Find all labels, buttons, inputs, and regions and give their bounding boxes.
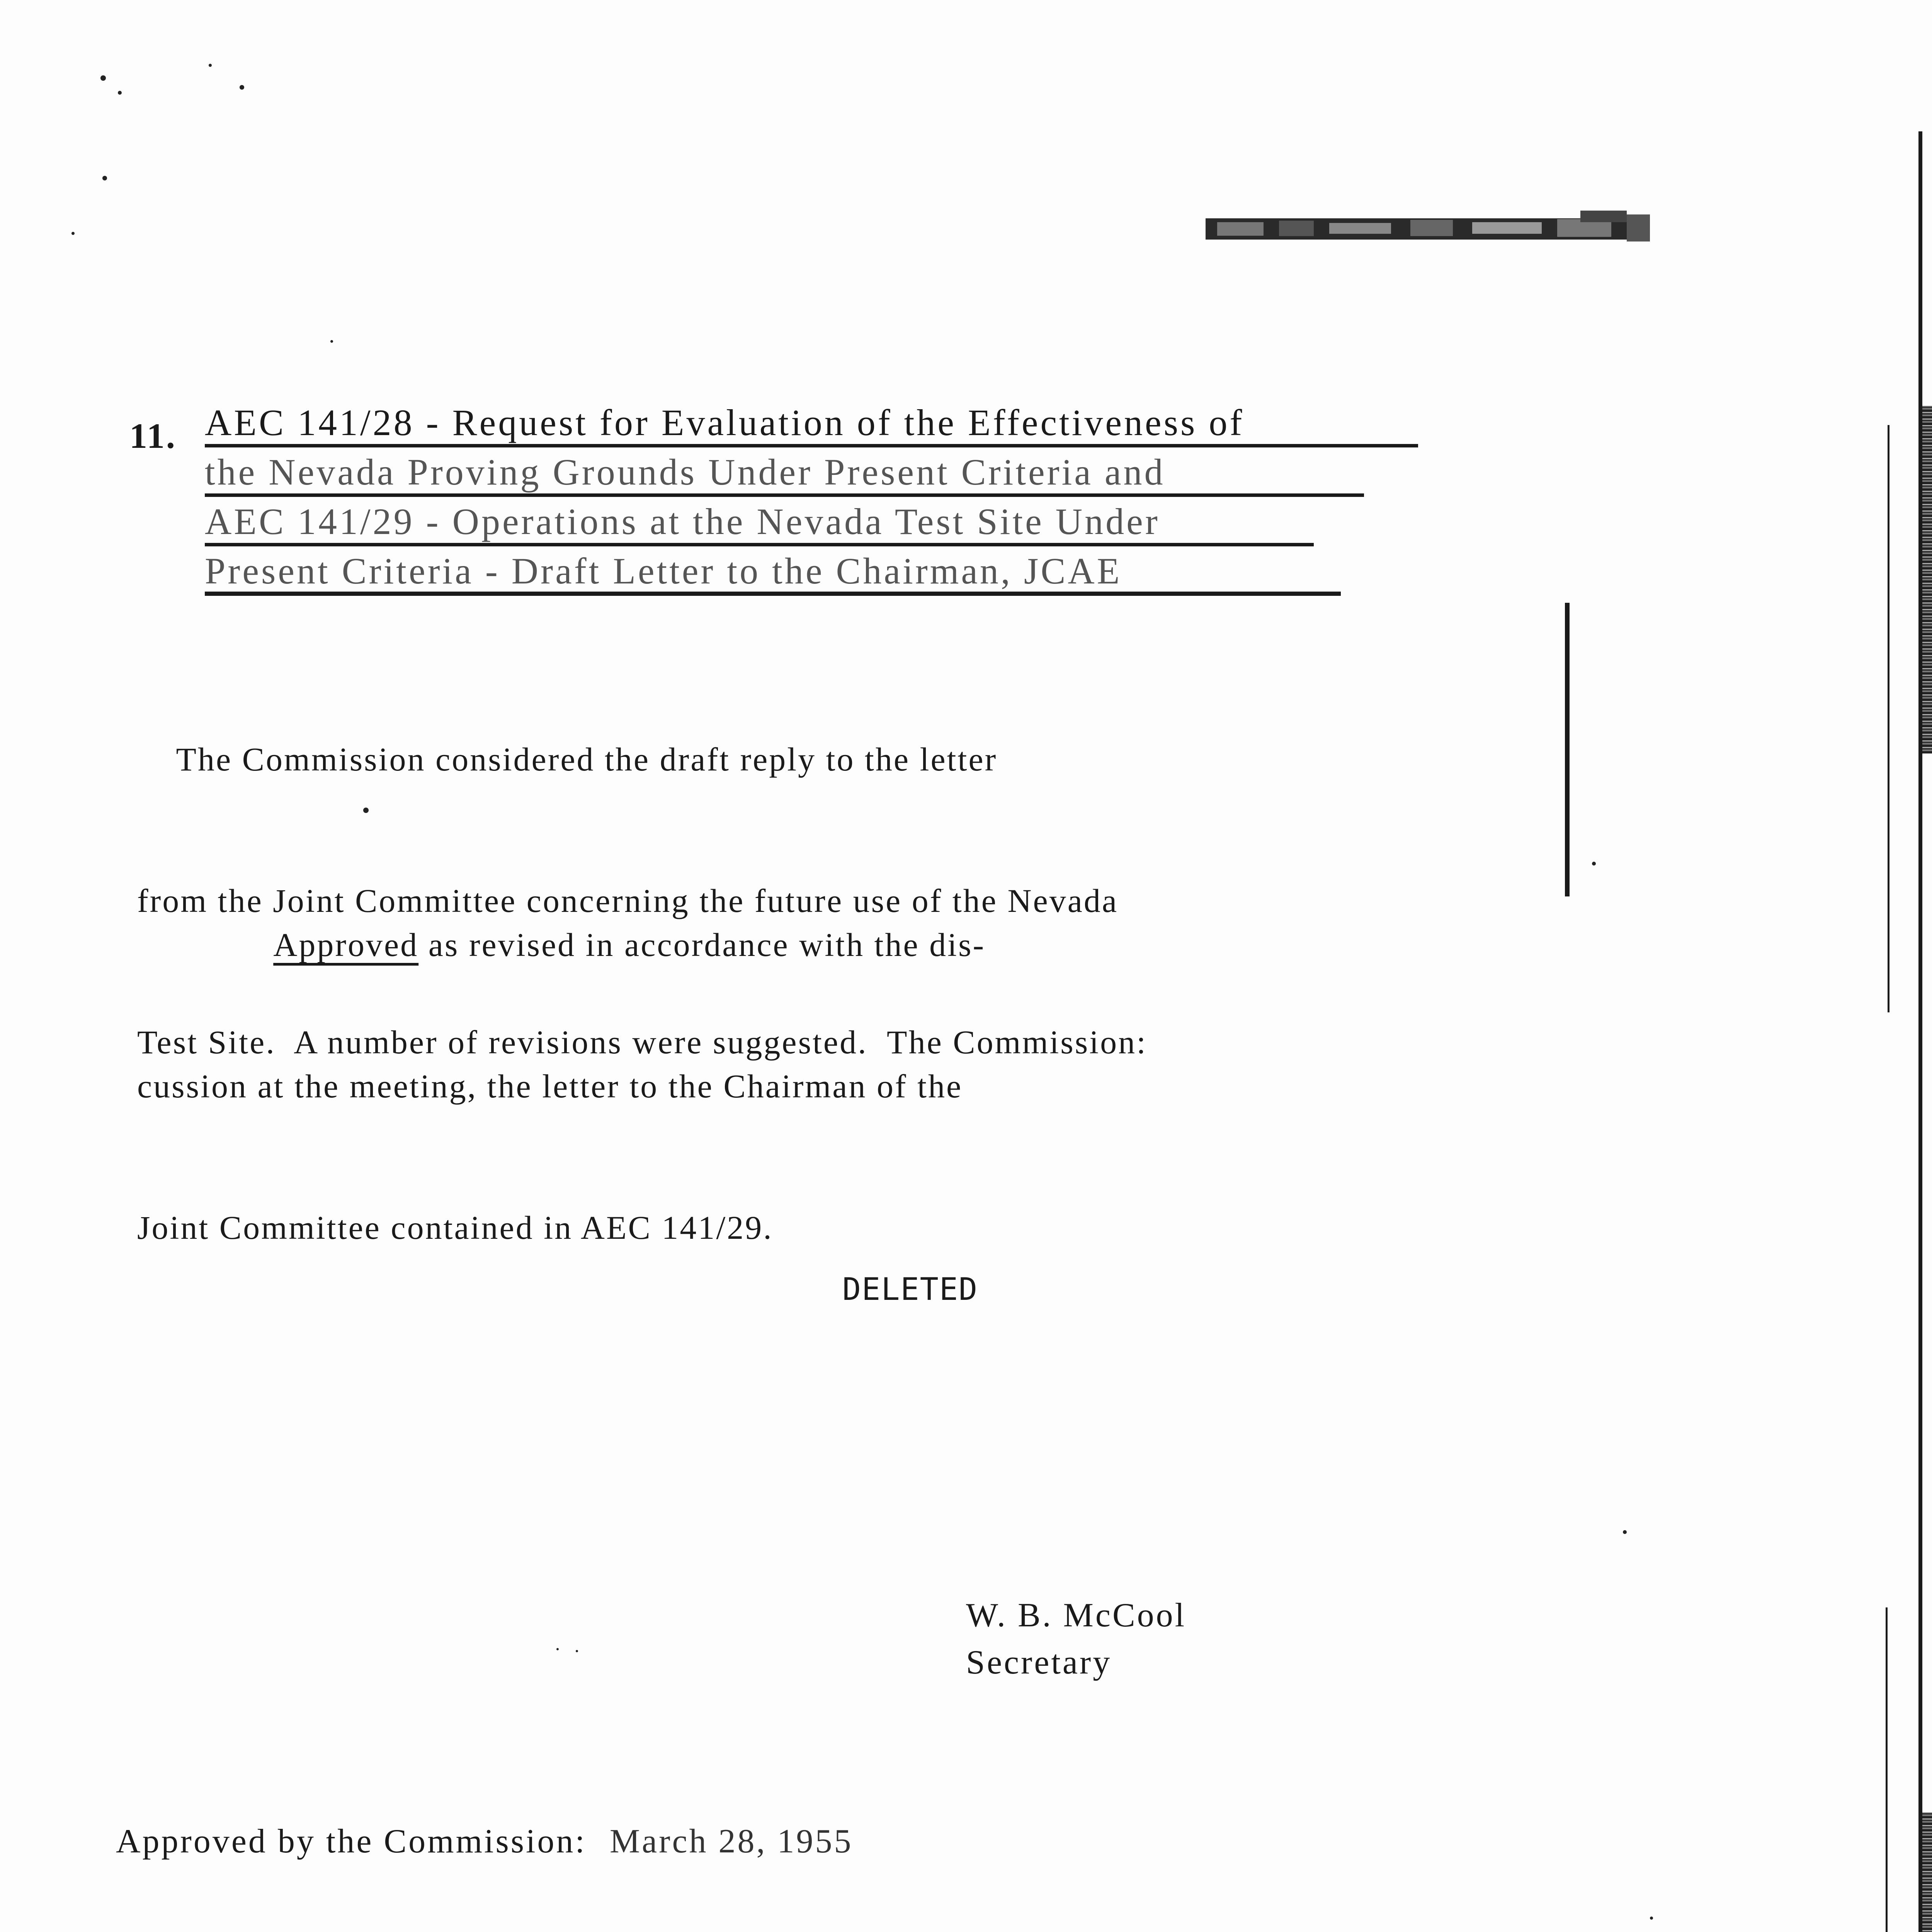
heading-line: AEC 141/28 - Request for Evaluation of the Effectiveness of <box>205 398 1418 447</box>
approval-line <box>116 1822 853 1861</box>
scan-speck <box>240 85 244 90</box>
scan-speck <box>209 64 212 67</box>
scan-speck <box>71 232 75 235</box>
paragraph-line: from the Joint Committee concerning the future use of the Nevada <box>137 882 1119 919</box>
approval-date: March 28, 1955 <box>609 1823 853 1860</box>
scan-edge-band <box>1922 406 1932 753</box>
paragraph-line: Joint Committee contained in AEC 141/29. <box>137 1209 773 1246</box>
approval-label: Approved by the Commission: <box>116 1823 587 1860</box>
approved-keyword: Approved <box>273 926 419 963</box>
margin-bracket <box>1565 603 1570 896</box>
scan-speck <box>576 1650 578 1652</box>
scan-speck <box>556 1648 559 1650</box>
scan-speck <box>330 340 333 343</box>
scan-edge-band <box>1922 1812 1932 1932</box>
decision-paragraph <box>137 827 985 1345</box>
paragraph-line: Test Site. A number of revisions were suggested. The Commission: <box>137 1024 1148 1061</box>
scan-speck <box>100 75 106 81</box>
signatory-title: Secretary <box>966 1644 1112 1681</box>
item-number: 11. <box>129 416 177 456</box>
scan-speck <box>102 176 107 180</box>
agenda-item-heading <box>205 398 1461 596</box>
scan-speck <box>1592 862 1596 866</box>
heading-line: the Nevada Proving Grounds Under Present Criteria and <box>205 447 1364 497</box>
paragraph-line: The Commission considered the draft reply to the letter <box>137 741 998 778</box>
deleted-marker: DELETED <box>842 1271 978 1307</box>
paragraph-line <box>137 921 985 968</box>
signature-block <box>966 1592 1186 1686</box>
scan-speck <box>118 91 122 95</box>
paragraph-line: cussion at the meeting, the letter to the Chairman of the <box>137 1068 963 1105</box>
scan-edge-line <box>1918 131 1922 1932</box>
paragraph-text: as revised in accordance with the dis- <box>418 926 986 963</box>
scan-speck <box>1623 1530 1627 1534</box>
signatory-name: W. B. McCool <box>966 1597 1187 1634</box>
scan-edge-line <box>1888 425 1889 1012</box>
heading-line: Present Criteria - Draft Letter to the Chairman, JCAE <box>205 546 1341 596</box>
scan-speck <box>1650 1917 1653 1920</box>
redacted-classification-stamp <box>1202 211 1658 247</box>
scan-edge-line <box>1886 1607 1888 1932</box>
heading-line: AEC 141/29 - Operations at the Nevada Test Site Under <box>205 497 1314 546</box>
